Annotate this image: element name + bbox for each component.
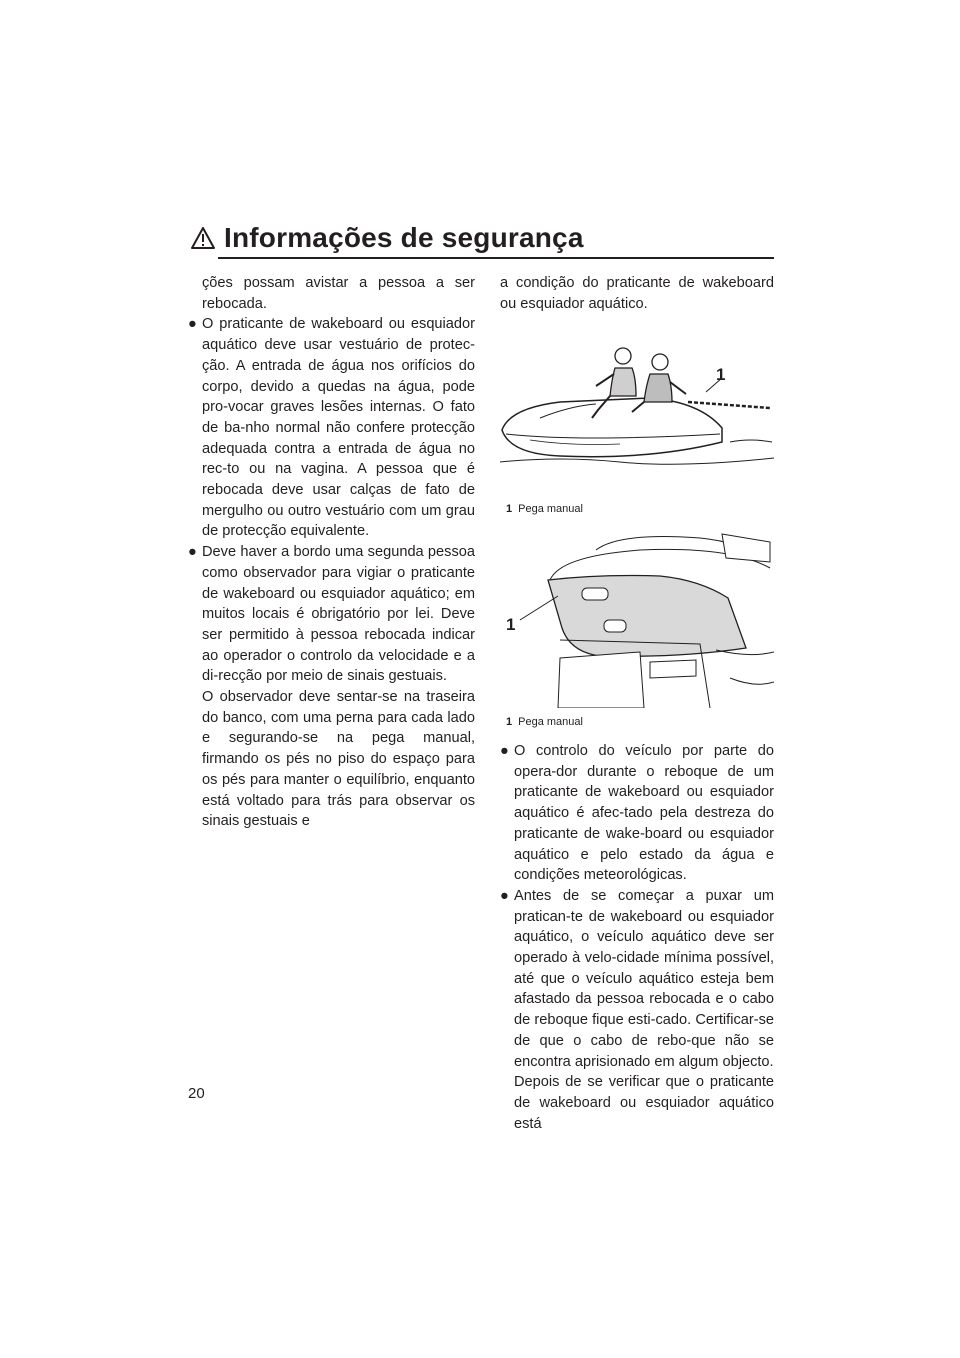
bullet-text: O praticante de wakeboard ou esquiador aquático deve usar vestuário de protec-ção. A entrada de água nos orifícios do corpo, devido a quedas na água, pode pro-vocar graves lesões internas. O fato de ba-nho normal não confere protecção adequada contra a entrada de água no rec-to ou na vagina. A pessoa que é rebocada deve usar calças de fato de mergulho ou outro vestuário com um grau de protecção equivalente. (202, 316, 475, 540)
bullet-item (500, 741, 774, 886)
bullet-text: O controlo do veículo por parte do opera-dor durante o reboque de um praticante de wakeboard ou esquiador aquático é afec-tado pela destreza do praticante de wake-board ou esquiador aquático e pelo estado da água e condições meteorológicas. (514, 743, 774, 884)
paragraph: Depois de se verificar que o praticante de wakeboard ou esquiador aquático está (514, 1074, 774, 1132)
caption-number: 1 (506, 716, 513, 728)
figure-caption (506, 716, 583, 728)
bullet-text: Antes de se começar a puxar um pratican-te de wakeboard ou esquiador aquático, o veículo aquático deve ser operado à velo-cidade mínima possível, até que o veículo aquático esteja bem afastado da pessoa rebocada e o cabo de reboque fique esti-cado. Certificar-se de que o cabo de rebo-que não se encontra aprisionado em algum objecto. (514, 887, 774, 1070)
bullet-item (188, 314, 475, 542)
caption-number: 1 (506, 503, 513, 515)
page-title: Informações de segurança (224, 222, 584, 253)
bullet-icon: ● (188, 544, 197, 561)
paragraph: ções possam avistar a pessoa a ser rebocada. (202, 275, 475, 312)
bullet-item (188, 542, 475, 687)
caption-text: Pega manual (518, 503, 583, 515)
paragraph: a condição do praticante de wakeboard ou esquiador aquático. (500, 275, 774, 312)
right-column-bottom (500, 741, 774, 1134)
figure-seat-grab-handle (500, 528, 774, 708)
right-column-top (500, 273, 774, 314)
figure-watercraft-riders (500, 338, 774, 498)
bullet-text: Deve haver a bordo uma segunda pessoa como observador para vigiar o praticante de wakeboard ou esquiador aquático; em muitos locais é obrigatório por lei. Deve ser permitido à pessoa rebocada indicar ao operador o controlo da velocidade e a di-recção por meio de sinais gestuais. (202, 544, 475, 685)
bullet-icon: ● (500, 743, 509, 759)
page-number: 20 (188, 1085, 205, 1102)
figure-caption (506, 503, 583, 515)
header-rule (218, 257, 774, 259)
warning-triangle-icon (190, 226, 216, 250)
paragraph: O observador deve sentar-se na traseira do banco, com uma perna para cada lado e segurando-se na pega manual, firmando os pés no piso do espaço para os pés para manter o equilíbrio, enquanto está voltado para trás para observar os sinais gestuais e (202, 689, 475, 830)
bullet-item (500, 886, 774, 1072)
bullet-icon: ● (188, 316, 197, 333)
figure-callout: 1 (506, 615, 516, 634)
page-header (188, 224, 774, 260)
figure-callout: 1 (716, 365, 726, 384)
left-column (188, 273, 475, 832)
caption-text: Pega manual (518, 716, 583, 728)
bullet-icon: ● (500, 887, 509, 904)
